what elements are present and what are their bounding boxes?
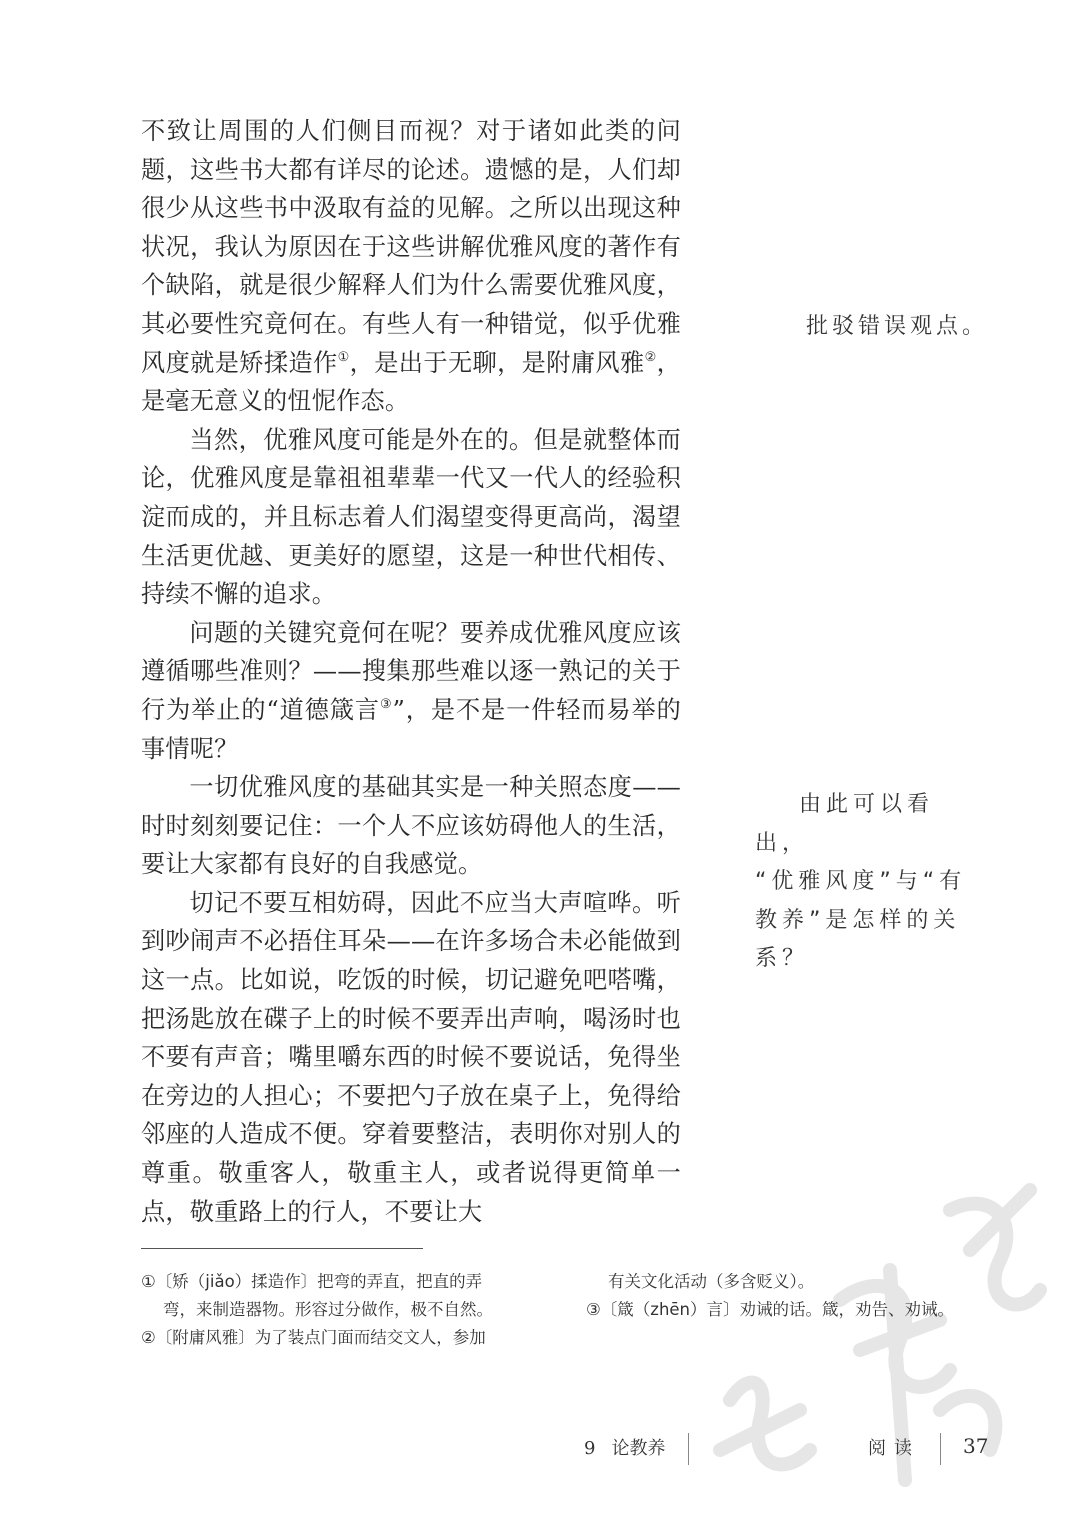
footnote-2-start: ②〔附庸风雅〕为了装点门面而结交文人，参加 [141,1328,486,1347]
footnote-2-end: 有关文化活动（多含贬义）。 [608,1272,815,1291]
side-note-2-line1: 由此可以看出， [755,792,935,856]
page-number: 37 [963,1434,989,1458]
side-note-2 [755,786,987,979]
footer-section: 阅读 [868,1438,920,1459]
paragraph-2: 当然，优雅风度可能是外在的。但是就整体而论，优雅风度是靠祖祖辈辈一代又一代人的经验积淀而成的，并且标志着人们渴望变得更高尚，渴望生活更优越、更美好的愿望，这是一种世代相传、持续不懈的追求。 [141,425,681,609]
footer-separator [940,1433,941,1465]
footnote-1: ①〔矫（jiǎo）揉造作〕把弯的弄直，把直的弄 弯，来制造器物。形容过分做作，极不自然。 [141,1272,493,1319]
paragraph-5: 切记不要互相妨碍，因此不应当大声喧哗。听到吵闹声不必捂住耳朵——在许多场合未必能做到这一点。比如说，吃饭的时候，切记避免吧嗒嘴，把汤匙放在碟子上的时候不要弄出声响，喝汤时也不要有声音；嘴里嚼东西的时候不要说话，免得坐在旁边的人担心；不要把勺子放在桌子上，免得给邻座的人造成不便。穿着要整洁，表明你对别人的尊重。敬重客人，敬重主人，或者说得更简单一点，敬重路上的行人，不要让大 [141,888,681,1226]
paragraph-3: 问题的关键究竟何在呢？要养成优雅风度应该遵循哪些准则？——搜集那些难以逐一熟记的关于行为举止的“道德箴言③”，是不是一件轻而易举的事情呢？ [141,618,681,763]
footer-lesson [584,1434,665,1460]
footnotes-right [586,1268,1006,1324]
main-text [141,112,681,1231]
footnote-ref-3[interactable]: ③ [379,696,393,712]
paragraph-1: 不致让周围的人们侧目而视？对于诸如此类的问题，这些书大都有详尽的论述。遗憾的是，人们却很少从这些书中汲取有益的见解。之所以出现这种状况，我认为原因在于这些讲解优雅风度的著作有个缺陷，就是很少解释人们为什么需要优雅风度，其必要性究竟何在。有些人有一种错觉，似乎优雅风度就是矫揉造作①，是出于无聊，是附庸风雅②，是毫无意义的忸怩作态。 [141,117,681,416]
side-note-1: 批驳错误观点。 [806,314,989,339]
footnote-divider [141,1248,423,1249]
lesson-number: 9 [584,1438,596,1459]
footnote-ref-2[interactable]: ② [644,349,657,365]
footer-separator [688,1433,689,1465]
footnote-3: ③〔箴（zhēn）言〕劝诫的话。箴，劝告、劝诫。 [586,1300,955,1319]
paragraph-4: 一切优雅风度的基础其实是一种关照态度——时时刻刻要记住：一个人不应该妨碍他人的生活，要让大家都有良好的自我感觉。 [141,773,681,879]
footnotes-left [141,1268,561,1352]
footnote-ref-1[interactable]: ① [337,349,350,365]
side-note-2-rest: “优雅风度”与“有教养”是怎样的关系？ [755,869,967,972]
lesson-title: 论教养 [611,1438,666,1459]
